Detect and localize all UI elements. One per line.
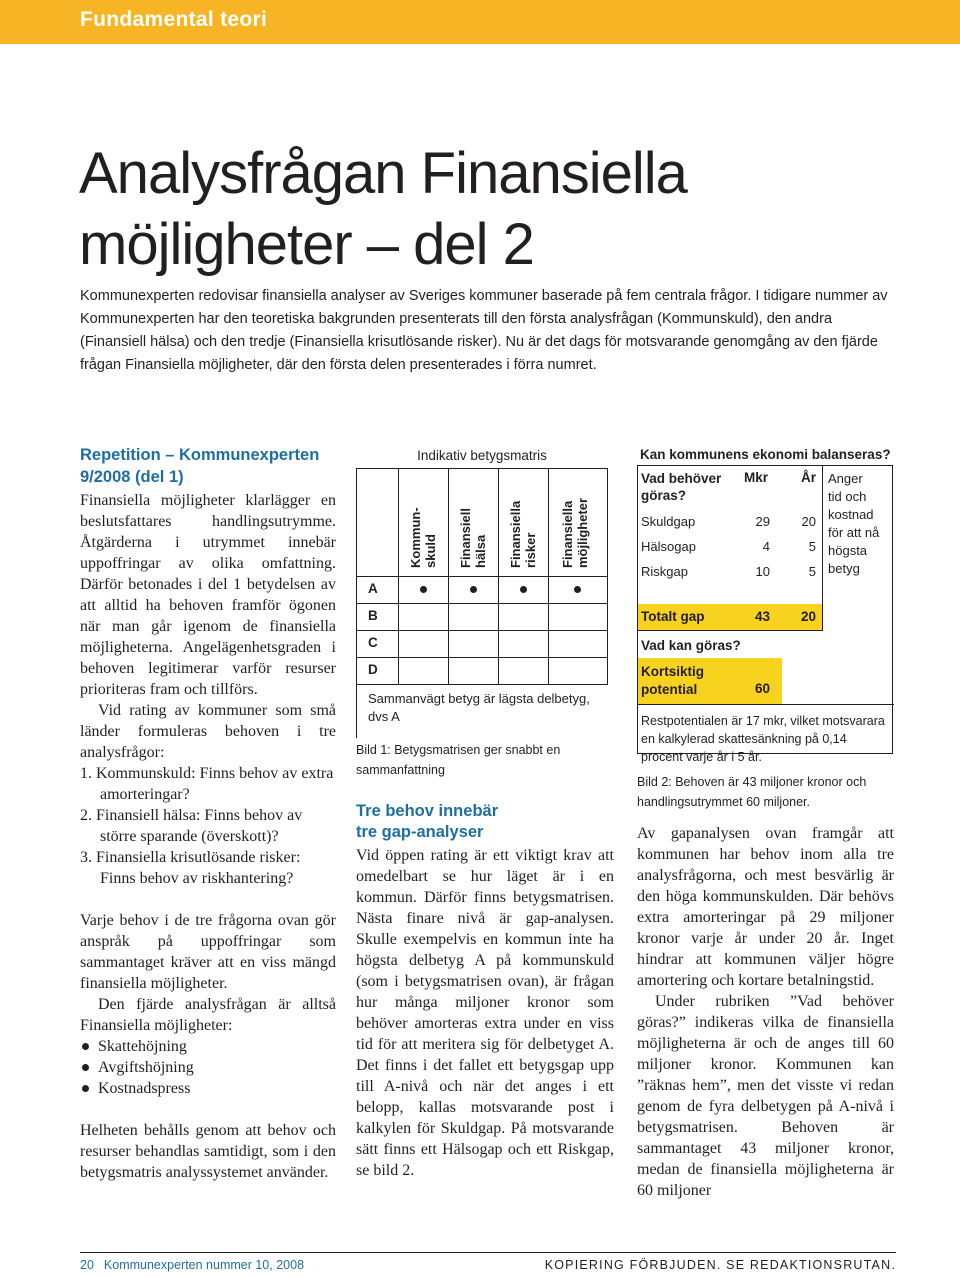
repetition-text [80,490,336,1183]
column-header-kommunskuld: Kommun- skuld [408,507,438,568]
middle-heading: Tre behov innebär tre gap-analyser [356,802,499,841]
short-term-value: 60 [754,681,770,696]
gap-mkr: 4 [762,539,770,554]
box-title: Kan kommunens ekonomi balanseras? [640,447,891,462]
row-label-a: A [368,581,378,596]
list-item: 2. Finansiell hälsa: Finns behov av större sparande (överskott)? [80,807,303,845]
question-what-can-be-done: Vad kan göras? [641,638,741,653]
right-body [637,823,894,1201]
section-label: Fundamental teori [80,8,268,31]
gap-label: Skuldgap [641,514,696,529]
gap-ar: 5 [808,564,816,579]
middle-body: Vid öppen rating är ett viktigt krav att omedelbart se hur läget är i en kommun. Därför finns betygsmatrisen. Nästa finare nivå är gap-analysen. Skulle exempelvis en kommun inte ha högsta delbetyg A på kommunskuld (som i betygsmatrisen ovan), är frågan hur många miljoner kronor som behöver amorteras extra under en viss tid för att meritera sig för delbetyget A. Det finns i det fallet ett betygsgap upp till A-nivå och när det anges i ett belopp, kallas motsvarande post i kalkylen för Skuldgap. På motsvarande sätt finns ett Hälsogap och ett Riskgap, se bild 2. [356,847,614,1179]
column-mkr: Mkr [744,470,769,485]
figure-caption-2: Bild 2: Behoven är 43 miljoner kronor och handlingsutrymmet 60 miljoner. [637,775,867,809]
gap-mkr: 10 [755,564,770,579]
rating-dot [520,586,527,593]
row-label-c: C [368,635,378,650]
total-ar: 20 [800,609,816,624]
paragraph: Under rubriken ”Vad behöver göras?” indikeras vilka de finansiella möjligheterna är och de anges till 60 miljoner kronor. Kommunen kan ”räknas hem”, men det visste vi redan genom de fyra delbetygen på A-nivå i betygsmatrisen. Behoven är sammantaget 43 miljoner kronor, medan de finansiella möjligheterna är 60 miljoner [637,993,894,1199]
left-column [80,444,336,1183]
list-item: 3. Finansiella krisutlösande risker: Finns behov av riskhantering? [80,849,301,887]
list-item: 1. Kommunskuld: Finns behov av extra amorteringar? [80,765,334,803]
paragraph: Helheten behålls genom att behov och resurser behandlas samtidigt, som i den betygsmatris analyssystemet använder. [80,1122,336,1181]
article-intro: Kommunexperten redovisar finansiella analyser av Sveriges kommuner baserade på fem centrala frågor. I tidigare nummer av Kommunexperten har den teoretiska bakgrunden presenterats till den första analysfrågan (Kommunskuld), den andra (Finansiell hälsa) och den tredje (Finansiella krisutlösande risker). Nu är det dags för motsvarande genomgång av den fjärde frågan Finansiella möjligheter, där den första delen presenterades i förra numret. [80,288,888,373]
rest-note: Restpotentialen är 17 mkr, vilket motsvarara en kalkylerad skattesänkning på 0,14 procent varje år i 5 år. [641,714,885,764]
column-header-finansiella-risker: Finansiella risker [508,500,538,568]
magazine-issue: Kommunexperten nummer 10, 2008 [103,1258,305,1272]
gap-ar: 5 [808,539,816,554]
row-label-b: B [368,608,378,623]
gap-label: Riskgap [641,564,688,579]
title-line-1: Analysfrågan Finansiella [79,141,687,206]
gap-label: Hälsogap [641,539,696,554]
paragraph: Varje behov i de tre frågorna ovan gör anspråk på uppoffringar som sammantaget kräver att en viss mängd finansiella möjligheter. [80,912,336,992]
title-line-2: möjligheter – del 2 [79,212,534,277]
section-banner [0,0,960,44]
bullet-item: Avgiftshöjning [80,1057,336,1078]
matrix-note: Sammanvägt betyg är lägsta delbetyg, dvs A [368,691,590,724]
total-label: Totalt gap [641,609,705,624]
column-header-finansiell-halsa: Finansiell hälsa [458,508,488,568]
gap-mkr: 29 [755,514,770,529]
footer-left [80,1258,304,1272]
paragraph: Den fjärde analysfrågan är alltså Finansiella möjligheter: [80,996,336,1034]
repetition-heading: Repetition – Kommunexperten 9/2008 (del 1) [80,446,320,486]
footer-rule [80,1252,896,1253]
side-note: Anger tid och kostnad för att nå högsta betyg [828,471,880,576]
figure-caption-1: Bild 1: Betygsmatrisen ger snabbt en sammanfattning [356,743,561,777]
rating-dot [574,586,581,593]
column-ar: År [801,470,817,485]
rating-dot [420,586,427,593]
paragraph: Finansiella möjligheter klarlägger en beslutsfattares handlingsutrymme. Åtgärderna i utrymmet innebär uppoffringar av olika omfattning. Därför betonades i del 1 betydelsen av att alltid ha behoven framför ögonen när man går igenom de finansiella möjligheterna. Angelägenhetsgraden i behoven legitimerar varför resurser prioriteras fram och tillförs. [80,492,336,698]
copyright-notice: KOPIERING FÖRBJUDEN. SE REDAKTIONSRUTAN. [544,1258,896,1272]
total-mkr: 43 [754,609,770,624]
matrix-title: Indikativ betygsmatris [417,448,547,463]
paragraph: Av gapanalysen ovan framgår att kommunen har behov inom alla tre analysfrågorna, och mest besvärlig är den höga kommunskulden. Där behövs extra amorteringar på 29 miljoner kronor varje år under 20 år. Inget hindrar att kommunen väljer högre amortering och kortare betalningstid. [637,825,894,989]
box-frame [637,465,893,764]
row-label-d: D [368,662,378,677]
bullet-item: Kostnadspress [80,1078,336,1099]
gap-ar: 20 [801,514,816,529]
page-number: 20 [80,1258,94,1272]
article-title [79,138,899,280]
rating-dot [470,586,477,593]
paragraph: Vid rating av kommuner som små länder formuleras behoven i tre analysfrågor: [80,702,336,761]
short-term-label: Kortsiktig potential [641,664,705,697]
question-what-needs-doing: Vad behöver göras? [641,471,722,503]
bullet-item: Skattehöjning [80,1036,336,1057]
column-header-finansiella-mojligheter: Finansiella möjligheter [560,497,590,568]
